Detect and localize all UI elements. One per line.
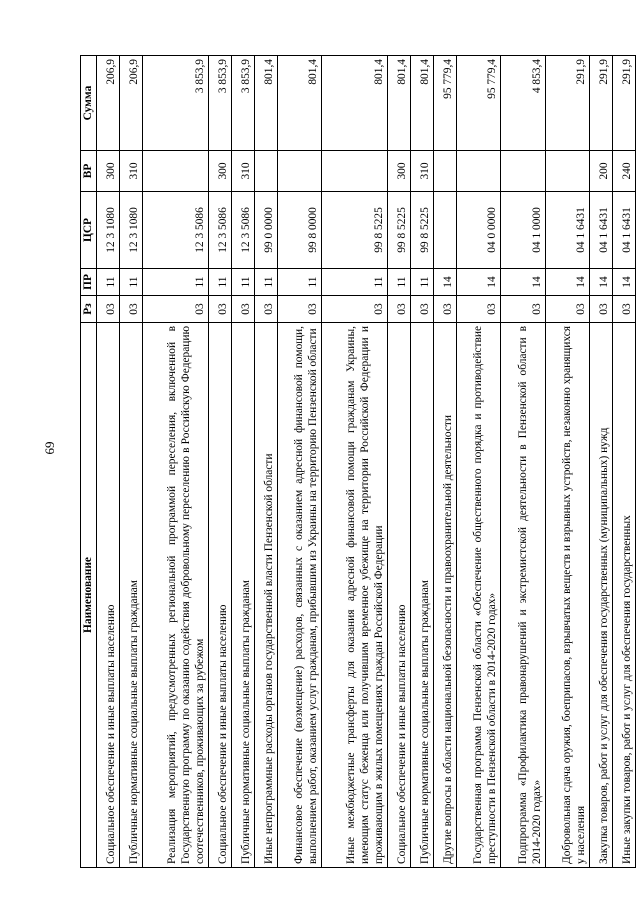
cell-vr xyxy=(322,151,388,192)
cell-csr: 99 8 5225 xyxy=(322,192,388,269)
budget-table xyxy=(80,55,636,868)
cell-vr: 240 xyxy=(612,151,635,192)
cell-rz: 03 xyxy=(208,296,231,323)
table-row xyxy=(501,56,545,868)
table-row xyxy=(410,56,433,868)
cell-vr xyxy=(433,151,456,192)
page-number: 69 xyxy=(42,441,57,455)
table-row xyxy=(589,56,612,868)
header-pr: ПР xyxy=(81,269,97,296)
cell-sum: 95 779,4 xyxy=(456,56,500,151)
cell-name: Подпрограмма «Профилактика правонарушений и экстремистской деятельности в Пензенской области в 2014-2020 годах» xyxy=(501,323,545,868)
cell-csr: 04 1 6431 xyxy=(589,192,612,269)
cell-vr xyxy=(142,151,208,192)
cell-sum: 801,4 xyxy=(410,56,433,151)
cell-sum: 95 779,4 xyxy=(433,56,456,151)
cell-pr: 11 xyxy=(119,269,142,296)
cell-csr: 99 8 5225 xyxy=(410,192,433,269)
cell-vr xyxy=(545,151,589,192)
cell-vr: 300 xyxy=(208,151,231,192)
cell-pr: 14 xyxy=(589,269,612,296)
cell-csr: 12 3 5086 xyxy=(231,192,254,269)
table-row xyxy=(277,56,321,868)
cell-csr: 12 3 1080 xyxy=(119,192,142,269)
cell-rz: 03 xyxy=(387,296,410,323)
cell-rz: 03 xyxy=(501,296,545,323)
table-row xyxy=(433,56,456,868)
cell-pr: 14 xyxy=(612,269,635,296)
cell-sum: 291,9 xyxy=(545,56,589,151)
cell-csr: 04 0 0000 xyxy=(456,192,500,269)
cell-sum: 801,4 xyxy=(322,56,388,151)
cell-csr: 99 8 5225 xyxy=(387,192,410,269)
cell-pr: 11 xyxy=(231,269,254,296)
cell-csr: 12 3 1080 xyxy=(97,192,120,269)
cell-sum: 3 853,9 xyxy=(208,56,231,151)
cell-sum: 206,9 xyxy=(119,56,142,151)
cell-csr: 99 0 0000 xyxy=(254,192,277,269)
cell-name: Финансовое обеспечение (возмещение) расходов, связанных с оказанием адресной финансовой помощи, выполнением работ, оказанием услуг гражданам, прибывшим из Украины на территорию Пензенской области xyxy=(277,323,321,868)
cell-csr: 12 3 5086 xyxy=(142,192,208,269)
cell-vr: 300 xyxy=(387,151,410,192)
cell-rz: 03 xyxy=(433,296,456,323)
cell-sum: 291,9 xyxy=(612,56,635,151)
cell-sum: 801,4 xyxy=(387,56,410,151)
cell-sum: 206,9 xyxy=(97,56,120,151)
cell-name: Публичные нормативные социальные выплаты гражданам xyxy=(410,323,433,868)
cell-pr: 11 xyxy=(277,269,321,296)
header-vr: ВР xyxy=(81,151,97,192)
cell-name: Иные закупки товаров, работ и услуг для обеспечения государственных xyxy=(612,323,635,868)
cell-pr: 14 xyxy=(456,269,500,296)
cell-name: Другие вопросы в области национальной безопасности и правоохранительной деятельности xyxy=(433,323,456,868)
cell-rz: 03 xyxy=(142,296,208,323)
table-row xyxy=(322,56,388,868)
cell-rz: 03 xyxy=(97,296,120,323)
table-body xyxy=(97,56,636,868)
cell-pr: 14 xyxy=(433,269,456,296)
cell-vr xyxy=(501,151,545,192)
cell-name: Закупка товаров, работ и услуг для обеспечения государственных (муниципальных) нужд xyxy=(589,323,612,868)
table-row xyxy=(142,56,208,868)
cell-vr: 300 xyxy=(97,151,120,192)
table-row xyxy=(456,56,500,868)
table-row xyxy=(97,56,120,868)
cell-rz: 03 xyxy=(322,296,388,323)
cell-vr: 310 xyxy=(231,151,254,192)
table-row xyxy=(612,56,635,868)
cell-name: Социальное обеспечение и иные выплаты населению xyxy=(208,323,231,868)
cell-name: Реализация мероприятий, предусмотренных региональной программой переселения, включенной в Государственную программу по оказанию содействия добровольному переселению в Российскую Федерацию соотечественников, проживающих за рубежом xyxy=(142,323,208,868)
cell-name: Добровольная сдача оружия, боеприпасов, взрывчатых веществ и взрывных устройств, незаконно хранящихся у населения xyxy=(545,323,589,868)
cell-sum: 801,4 xyxy=(254,56,277,151)
cell-vr: 200 xyxy=(589,151,612,192)
cell-rz: 03 xyxy=(410,296,433,323)
cell-name: Иные межбюджетные трансферты для оказания адресной финансовой помощи гражданам Украины, имеющим статус беженца или получившим временное убежище на территории Российской Федерации и проживающим в жилых помещениях граждан Российской Федерации xyxy=(322,323,388,868)
table-row xyxy=(231,56,254,868)
cell-name: Публичные нормативные социальные выплаты гражданам xyxy=(231,323,254,868)
cell-name: Иные непрограммные расходы органов государственной власти Пензенской области xyxy=(254,323,277,868)
cell-sum: 3 853,9 xyxy=(231,56,254,151)
table-row xyxy=(119,56,142,868)
table-row xyxy=(545,56,589,868)
cell-vr xyxy=(456,151,500,192)
cell-pr: 11 xyxy=(410,269,433,296)
cell-sum: 3 853,9 xyxy=(142,56,208,151)
cell-pr: 11 xyxy=(322,269,388,296)
cell-pr: 11 xyxy=(97,269,120,296)
cell-name: Социальное обеспечение и иные выплаты населению xyxy=(387,323,410,868)
cell-rz: 03 xyxy=(545,296,589,323)
header-sum: Сумма xyxy=(81,56,97,151)
cell-csr: 99 8 0000 xyxy=(277,192,321,269)
cell-rz: 03 xyxy=(456,296,500,323)
header-rz: Рз xyxy=(81,296,97,323)
cell-rz: 03 xyxy=(254,296,277,323)
cell-name: Государственная программа Пензенской области «Обеспечение общественного порядка и противодействие преступности в Пензенской области в 2014-2020 годах» xyxy=(456,323,500,868)
cell-csr: 04 1 0000 xyxy=(501,192,545,269)
table-row xyxy=(208,56,231,868)
cell-pr: 11 xyxy=(142,269,208,296)
table-header-row xyxy=(81,56,97,868)
cell-sum: 291,9 xyxy=(589,56,612,151)
cell-pr: 14 xyxy=(545,269,589,296)
cell-sum: 4 853,4 xyxy=(501,56,545,151)
cell-csr: 04 1 6431 xyxy=(545,192,589,269)
cell-rz: 03 xyxy=(119,296,142,323)
cell-name: Социальное обеспечение и иные выплаты населению xyxy=(97,323,120,868)
rotated-table-container xyxy=(80,56,636,868)
header-name: Наименование xyxy=(81,323,97,868)
cell-rz: 03 xyxy=(612,296,635,323)
cell-rz: 03 xyxy=(231,296,254,323)
cell-csr: 12 3 5086 xyxy=(208,192,231,269)
cell-rz: 03 xyxy=(589,296,612,323)
cell-pr: 14 xyxy=(501,269,545,296)
cell-pr: 11 xyxy=(254,269,277,296)
cell-vr: 310 xyxy=(119,151,142,192)
cell-pr: 11 xyxy=(208,269,231,296)
cell-rz: 03 xyxy=(277,296,321,323)
table-row xyxy=(387,56,410,868)
header-csr: ЦСР xyxy=(81,192,97,269)
cell-pr: 11 xyxy=(387,269,410,296)
cell-sum: 801,4 xyxy=(277,56,321,151)
cell-vr xyxy=(254,151,277,192)
table-row xyxy=(254,56,277,868)
cell-csr: 04 1 6431 xyxy=(612,192,635,269)
cell-csr xyxy=(433,192,456,269)
cell-name: Публичные нормативные социальные выплаты гражданам xyxy=(119,323,142,868)
cell-vr: 310 xyxy=(410,151,433,192)
cell-vr xyxy=(277,151,321,192)
